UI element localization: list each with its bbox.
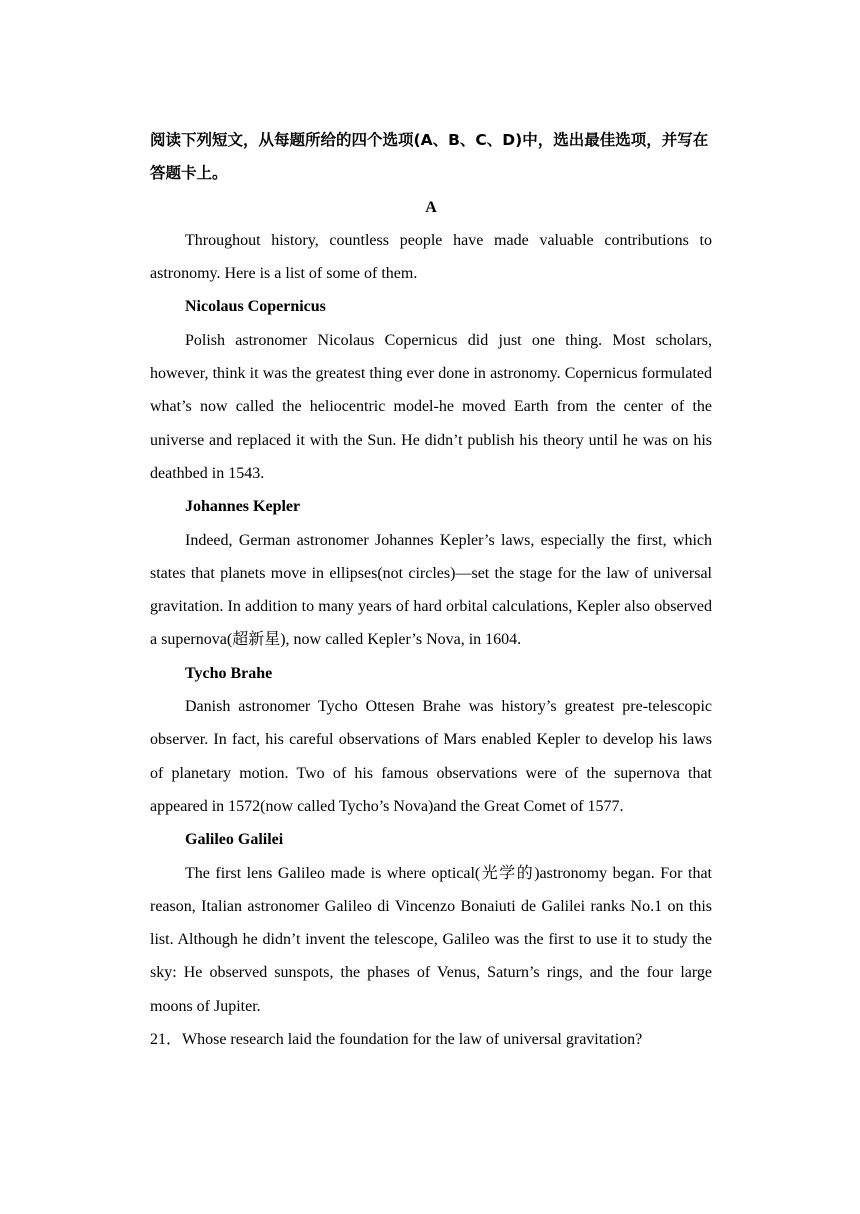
section-label: A (425, 198, 437, 216)
astronomer-heading-galilei: Galileo Galilei (185, 831, 284, 849)
document-page (150, 124, 712, 1056)
astronomer-heading-kepler: Johannes Kepler (185, 498, 301, 516)
astronomer-heading-copernicus: Nicolaus Copernicus (185, 298, 326, 316)
intro-paragraph: Throughout history, countless people have made valuable contributions to astronomy. Here is a list of some of them. (150, 231, 712, 283)
instructions: 阅读下列短文，从每题所给的四个选项(A、B、C、D)中，选出最佳选项，并写在答题卡上。 (150, 131, 709, 183)
astronomer-paragraph-galilei: The first lens Galileo made is where optical(光学的)astronomy began. For that reason, Italian astronomer Galileo di Vincenzo Bonaiuti de Galilei ranks No.1 on this list. Although he didn’t invent the telescope, Galileo was the first to use it to study the sky: He observed sunspots, the phases of Venus, Saturn’s rings, and the four large moons of Jupiter. (150, 864, 712, 1015)
astronomer-heading-brahe: Tycho Brahe (185, 664, 273, 682)
question-21: 21．Whose research laid the foundation for the law of universal gravitation? (150, 1031, 643, 1049)
astronomer-paragraph-brahe: Danish astronomer Tycho Ottesen Brahe was history’s greatest pre-telescopic observer. In fact, his careful observations of Mars enabled Kepler to develop his laws of planetary motion. Two of his famous observations were of the supernova that appeared in 1572(now called Tycho’s Nova)and the Great Comet of 1577. (150, 698, 712, 815)
astronomer-paragraph-copernicus: Polish astronomer Nicolaus Copernicus did just one thing. Most scholars, however, think it was the greatest thing ever done in astronomy. Copernicus formulated what’s now called the heliocentric model-he moved Earth from the center of the universe and replaced it with the Sun. He didn’t publish his theory until he was on his deathbed in 1543. (150, 331, 712, 482)
astronomer-paragraph-kepler: Indeed, German astronomer Johannes Kepler’s laws, especially the first, which states that planets move in ellipses(not circles)—set the stage for the law of universal gravitation. In addition to many years of hard orbital calculations, Kepler also observed a supernova(超新星), now called Kepler’s Nova, in 1604. (150, 531, 712, 649)
